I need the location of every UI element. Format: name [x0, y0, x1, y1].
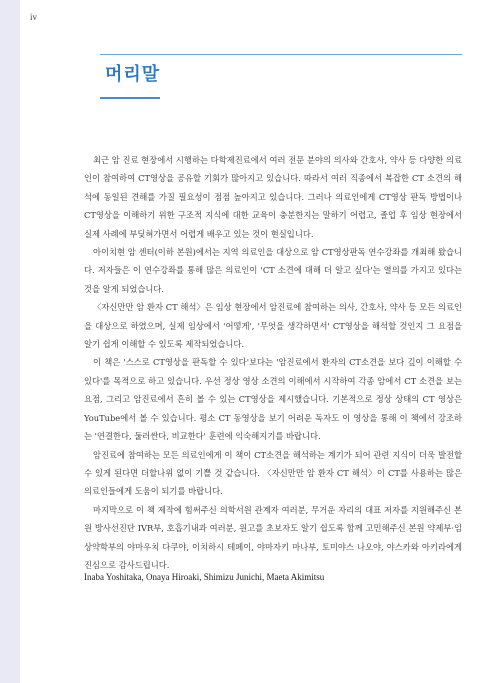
paragraph-2: 아이치현 암 센터(이하 본원)에서는 지역 의료인을 대상으로 암 CT영상판독 연수강좌를 개최해 왔습니다. 저자들은 이 연수강좌를 통해 많은 의료인이 'CT 소견에 대해 더 알고 싶다'는 열의를 가지고 있다는 것을 알게 되었습니다. [84, 247, 462, 294]
paragraph-6: 마지막으로 이 책 제작에 힘써주신 의학서원 관계자 여러분, 무거운 자리의 대표 저자를 지원해주신 본원 방사선진단 IVR부, 호흡기내과 여러분, 원고를 초보자도 알기 쉽도록 함께 고민해주신 본원 약제부·임상약학부의 야마우치 다쿠야, 이치하시 테페이, 야마자키 마나부, 토미야스 나오야, 야스카와 아키라에게 진심으로 감사드립니다. [84, 504, 462, 570]
paragraph-1: 최근 암 진료 현장에서 시행하는 다학제진료에서 여러 전문 분야의 의사와 간호사, 약사 등 다양한 의료인이 참여하여 CT영상을 공유할 기회가 많아지고 있습니다. 따라서 여러 직종에서 복잡한 CT 소견의 해석에 동일된 견해를 가질 필요성이 점점 높아지고 있습니다. 그러나 의료인에게 CT영상 판독 방법이나 CT영상을 이해하기 위한 구조적 지식에 대한 교육이 충분한지는 말하기 어렵고, 졸업 후 임상 현장에서 실제 사례에 부딪혀가면서 어렵게 배우고 있는 것이 현실입니다. [84, 155, 462, 239]
preface-body [84, 151, 462, 574]
side-color-band [0, 0, 20, 683]
page-title: 머리말 [105, 64, 161, 85]
page-number: iv [30, 12, 38, 22]
paragraph-4: 이 책은 '스스로 CT영상을 판독할 수 있다'보다는 '암진료에서 환자의 CT소견을 보다 깊이 이해할 수 있다'를 목적으로 하고 있습니다. 우선 정상 영상 소견의 이해에서 시작하여 각종 암에서 CT 소견을 보는 요점, 그리고 암진료에서 흔히 볼 수 있는 CT영상을 제시했습니다. 기본적으로 정상 상태의 CT 영상은 YouTube에서 볼 수 있습니다. 평소 CT 동영상을 보기 어려운 독자도 이 영상을 통해 이 책에서 강조하는 '연결한다, 둘러싼다, 비교한다' 훈련에 익숙해지기를 바랍니다. [84, 357, 462, 442]
paragraph-3: 〈자신만만 암 환자 CT 해석〉은 임상 현장에서 암진료에 참여하는 의사, 간호사, 약사 등 모든 의료인을 대상으로 하였으며, 실제 임상에서 '어떻게', '무엇을 생각하면서' CT영상을 해석할 것인지 그 요점을 알기 쉽게 이해할 수 있도록 제작되었습니다. [84, 302, 462, 350]
author-names: Inaba Yoshitaka, Onaya Hiroaki, Shimizu Junichi, Maeta Akimitsu [84, 572, 325, 582]
paragraph-5: 암진료에 참여하는 모든 의료인에게 이 책이 CT소견을 해석하는 계기가 되어 관련 지식이 더욱 발전할 수 있게 된다면 더할나위 없이 기쁠 것 같습니다. 〈자신만만 암 환자 CT 해석〉이 CT를 사용하는 많은 의료인들에게 도움이 되기를 바랍니다. [84, 449, 462, 497]
